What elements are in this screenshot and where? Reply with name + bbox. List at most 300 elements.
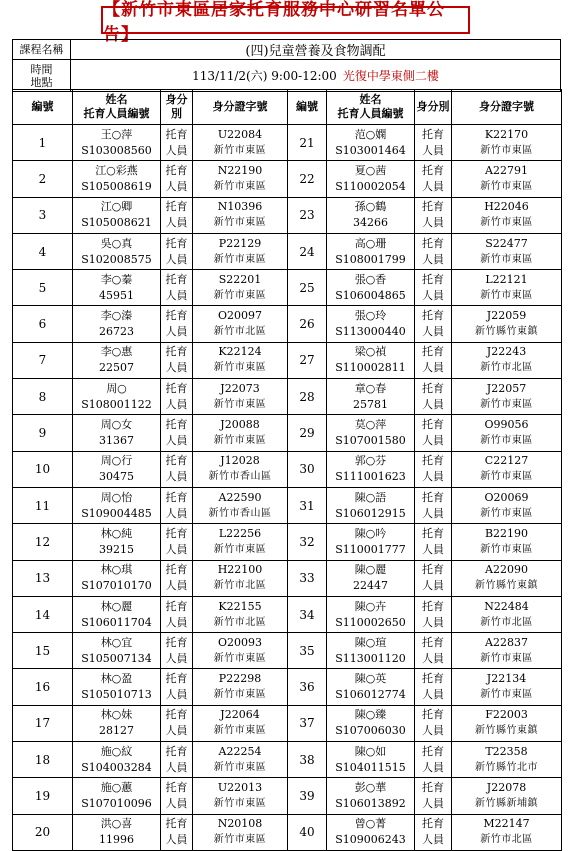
entry-code: S110002054 xyxy=(335,179,406,193)
entry-number: 31 xyxy=(288,487,327,523)
entry-role-line1: 托育 xyxy=(165,309,188,323)
entry-role xyxy=(161,451,193,487)
entry-area: 新竹市東區 xyxy=(213,253,267,265)
entry-number: 15 xyxy=(13,633,73,669)
entry-role-line2: 人員 xyxy=(422,506,444,520)
entry-name: 周○怡 xyxy=(100,490,133,504)
entry-id-number: K22155 xyxy=(218,599,262,613)
entry-name: 周○女 xyxy=(100,418,133,432)
header-role-left: 身分別 xyxy=(161,90,193,125)
entry-name-code xyxy=(73,161,161,197)
entry-code: S110002811 xyxy=(335,361,406,375)
entry-id xyxy=(193,560,288,596)
entry-area: 新竹市北區 xyxy=(213,616,267,628)
entry-number: 7 xyxy=(13,342,73,378)
entry-name-code xyxy=(73,451,161,487)
attendee-rows xyxy=(13,125,562,851)
header-name-left xyxy=(73,90,161,125)
entry-name: 曾○菁 xyxy=(354,817,387,831)
entry-role xyxy=(161,560,193,596)
entry-name: 林○妹 xyxy=(100,708,133,722)
entry-id-number: J22134 xyxy=(486,672,527,686)
entry-name-code xyxy=(327,560,415,596)
entry-number: 38 xyxy=(288,742,327,778)
entry-code: S104003284 xyxy=(81,760,152,774)
entry-name-code xyxy=(327,197,415,233)
entry-code: S105008619 xyxy=(81,179,152,193)
table-header-row xyxy=(13,90,562,125)
entry-role xyxy=(415,814,452,850)
entry-id-number: O20093 xyxy=(217,635,262,649)
entry-name: 吳○真 xyxy=(100,236,133,250)
entry-area: 新竹縣竹北市 xyxy=(475,761,538,773)
entry-code: S107001580 xyxy=(335,434,406,448)
entry-role-line1: 托育 xyxy=(422,708,444,722)
entry-id-number: A22090 xyxy=(485,563,528,577)
entry-number: 26 xyxy=(288,306,327,342)
entry-name: 夏○茜 xyxy=(354,163,387,177)
entry-number: 32 xyxy=(288,524,327,560)
entry-id xyxy=(452,233,562,269)
entry-id xyxy=(452,197,562,233)
entry-number: 5 xyxy=(13,270,73,306)
entry-name: 陳○語 xyxy=(354,490,387,504)
entry-role-line2: 人員 xyxy=(165,506,188,520)
table-row xyxy=(13,596,562,632)
entry-name-code xyxy=(327,742,415,778)
entry-name-code xyxy=(327,379,415,415)
entry-name-code xyxy=(73,125,161,161)
entry-number: 25 xyxy=(288,270,327,306)
entry-id xyxy=(452,342,562,378)
entry-area: 新竹市東區 xyxy=(480,689,533,701)
entry-number: 2 xyxy=(13,161,73,197)
entry-name-code xyxy=(327,233,415,269)
entry-name: 陳○麗 xyxy=(354,563,387,577)
entry-number: 36 xyxy=(288,669,327,705)
entry-id xyxy=(452,778,562,814)
entry-name: 陳○卉 xyxy=(354,599,387,613)
entry-role-line1: 托育 xyxy=(422,780,444,794)
entry-id xyxy=(452,487,562,523)
entry-role-line2: 人員 xyxy=(422,216,444,230)
entry-role-line1: 托育 xyxy=(422,599,444,613)
entry-id xyxy=(193,306,288,342)
entry-role-line1: 托育 xyxy=(422,817,444,831)
table-row xyxy=(13,742,562,778)
entry-name-code xyxy=(73,596,161,632)
entry-name-code xyxy=(327,451,415,487)
entry-code: S109004485 xyxy=(81,506,152,520)
entry-role xyxy=(161,197,193,233)
entry-number: 8 xyxy=(13,379,73,415)
entry-name: 高○珊 xyxy=(354,236,387,250)
entry-code: S109006243 xyxy=(335,833,406,847)
entry-role-line2: 人員 xyxy=(422,542,444,556)
entry-number: 40 xyxy=(288,814,327,850)
entry-role-line1: 托育 xyxy=(422,163,444,177)
entry-role-line1: 托育 xyxy=(422,309,444,323)
entry-number: 12 xyxy=(13,524,73,560)
entry-name: 施○蕙 xyxy=(100,780,133,794)
entry-code: S108001122 xyxy=(81,397,152,411)
entry-code: S102008575 xyxy=(81,252,152,266)
entry-role xyxy=(415,705,452,741)
entry-name-code xyxy=(327,270,415,306)
entry-number: 28 xyxy=(288,379,327,415)
entry-id xyxy=(452,596,562,632)
entry-id xyxy=(193,161,288,197)
header-name-line1: 姓名 xyxy=(359,93,382,106)
entry-role-line2: 人員 xyxy=(422,252,444,266)
entry-code: 22447 xyxy=(353,579,388,593)
entry-id-number: P22129 xyxy=(218,236,262,250)
entry-code: 11996 xyxy=(99,833,134,847)
entry-area: 新竹市北區 xyxy=(480,362,533,374)
entry-id xyxy=(193,342,288,378)
entry-name: 林○宜 xyxy=(100,635,133,649)
entry-area: 新竹市北區 xyxy=(480,616,533,628)
entry-number: 9 xyxy=(13,415,73,451)
header-id-left: 身分證字號 xyxy=(193,90,288,125)
entry-number: 6 xyxy=(13,306,73,342)
entry-role xyxy=(161,487,193,523)
entry-role-line1: 托育 xyxy=(165,563,188,577)
entry-number: 39 xyxy=(288,778,327,814)
entry-number: 17 xyxy=(13,705,73,741)
entry-id xyxy=(193,742,288,778)
entry-role-line2: 人員 xyxy=(165,325,188,339)
entry-role xyxy=(161,270,193,306)
entry-id xyxy=(193,778,288,814)
entry-area: 新竹市東區 xyxy=(480,180,533,192)
entry-id-number: J22078 xyxy=(486,780,527,794)
entry-role xyxy=(161,233,193,269)
entry-name-code xyxy=(327,125,415,161)
entry-role xyxy=(161,705,193,741)
entry-code: S107010170 xyxy=(81,579,152,593)
entry-role xyxy=(415,415,452,451)
entry-id-number: L22121 xyxy=(485,272,528,286)
table-row xyxy=(13,451,562,487)
entry-role xyxy=(415,306,452,342)
entry-area: 新竹市東區 xyxy=(213,543,267,555)
course-label: 課程名稱 xyxy=(13,40,71,60)
entry-number: 19 xyxy=(13,778,73,814)
entry-code: 34266 xyxy=(353,216,388,230)
entry-role-line2: 人員 xyxy=(422,579,444,593)
entry-area: 新竹市東區 xyxy=(213,362,267,374)
entry-name: 梁○禎 xyxy=(354,345,387,359)
entry-role-line2: 人員 xyxy=(165,796,188,810)
header-num-right: 編號 xyxy=(288,90,327,125)
entry-role-line1: 托育 xyxy=(165,345,188,359)
entry-role-line2: 人員 xyxy=(165,470,188,484)
entry-role xyxy=(415,161,452,197)
entry-name-code xyxy=(327,814,415,850)
entry-name: 江○卿 xyxy=(100,200,133,214)
table-row xyxy=(13,125,562,161)
entry-name-code xyxy=(327,778,415,814)
entry-code: 31367 xyxy=(99,434,134,448)
entry-number: 33 xyxy=(288,560,327,596)
entry-code: S111001623 xyxy=(335,470,406,484)
entry-area: 新竹市東區 xyxy=(213,834,267,846)
entry-role-line2: 人員 xyxy=(422,760,444,774)
entry-name-code xyxy=(73,742,161,778)
entry-id-number: O99056 xyxy=(484,418,529,432)
entry-id-number: U22013 xyxy=(217,780,263,794)
entry-role xyxy=(161,778,193,814)
entry-role-line2: 人員 xyxy=(422,724,444,738)
entry-number: 18 xyxy=(13,742,73,778)
entry-id xyxy=(193,233,288,269)
entry-id-number: S22477 xyxy=(485,236,528,250)
entry-area: 新竹市北區 xyxy=(213,580,267,592)
header-name-line2: 托育人員編號 xyxy=(337,107,404,120)
entry-area: 新竹市東區 xyxy=(480,507,533,519)
entry-id xyxy=(452,161,562,197)
entry-role xyxy=(415,342,452,378)
table-row xyxy=(13,342,562,378)
table-row xyxy=(13,270,562,306)
entry-role xyxy=(161,415,193,451)
header-num-left: 編號 xyxy=(13,90,73,125)
table-row xyxy=(13,633,562,669)
entry-role xyxy=(415,451,452,487)
entry-name: 施○紋 xyxy=(100,744,133,758)
entry-role-line2: 人員 xyxy=(422,615,444,629)
entry-number: 24 xyxy=(288,233,327,269)
entry-area: 新竹市東區 xyxy=(213,652,267,664)
entry-role-line1: 托育 xyxy=(165,418,188,432)
entry-area: 新竹市東區 xyxy=(213,180,267,192)
entry-name-code xyxy=(327,705,415,741)
entry-role xyxy=(161,379,193,415)
entry-role-line2: 人員 xyxy=(165,216,188,230)
entry-id-number: N22190 xyxy=(217,163,263,177)
entry-id xyxy=(452,633,562,669)
entry-number: 14 xyxy=(13,596,73,632)
entry-id-number: O20097 xyxy=(217,309,262,323)
entry-name-code xyxy=(73,379,161,415)
entry-area: 新竹市東區 xyxy=(213,144,267,156)
entry-role-line1: 托育 xyxy=(422,563,444,577)
entry-code: S106004865 xyxy=(335,288,406,302)
entry-role-line2: 人員 xyxy=(422,288,444,302)
header-name-line1: 姓名 xyxy=(105,93,128,106)
entry-id xyxy=(452,742,562,778)
entry-role-line1: 托育 xyxy=(422,345,444,359)
entry-area: 新竹市東區 xyxy=(213,217,267,229)
entry-role-line1: 托育 xyxy=(165,454,188,468)
entry-role-line1: 托育 xyxy=(422,490,444,504)
entry-role-line1: 托育 xyxy=(422,381,444,395)
entry-id-number: J22243 xyxy=(486,345,527,359)
entry-id-number: K22124 xyxy=(218,345,262,359)
entry-role-line1: 托育 xyxy=(165,236,188,250)
entry-role-line1: 托育 xyxy=(165,708,188,722)
entry-id xyxy=(452,270,562,306)
entry-role xyxy=(161,161,193,197)
entry-role-line2: 人員 xyxy=(165,579,188,593)
entry-number: 10 xyxy=(13,451,73,487)
entry-area: 新竹縣竹東鎮 xyxy=(475,725,538,737)
entry-area: 新竹市東區 xyxy=(480,543,533,555)
entry-number: 11 xyxy=(13,487,73,523)
entry-role xyxy=(415,197,452,233)
entry-number: 16 xyxy=(13,669,73,705)
entry-number: 21 xyxy=(288,125,327,161)
entry-role xyxy=(415,633,452,669)
header-name-line2: 托育人員編號 xyxy=(83,107,150,120)
entry-role-line1: 托育 xyxy=(165,672,188,686)
entry-role-line2: 人員 xyxy=(165,288,188,302)
entry-area: 新竹市東區 xyxy=(480,289,533,301)
entry-role-line2: 人員 xyxy=(165,833,188,847)
entry-code: 26723 xyxy=(99,325,134,339)
entry-role xyxy=(161,633,193,669)
entry-id xyxy=(193,270,288,306)
entry-id xyxy=(193,633,288,669)
entry-role xyxy=(161,742,193,778)
entry-role xyxy=(161,306,193,342)
entry-id-number: J22064 xyxy=(220,708,260,722)
entry-name: 郭○芬 xyxy=(354,454,387,468)
entry-role-line1: 托育 xyxy=(165,780,188,794)
entry-role-line1: 托育 xyxy=(165,490,188,504)
entry-role-line2: 人員 xyxy=(422,143,444,157)
entry-name-code xyxy=(73,705,161,741)
entry-role xyxy=(415,270,452,306)
entry-number: 22 xyxy=(288,161,327,197)
table-row xyxy=(13,379,562,415)
entry-id-number: O20069 xyxy=(484,490,529,504)
entry-id xyxy=(193,524,288,560)
entry-name-code xyxy=(73,778,161,814)
entry-name-code xyxy=(73,633,161,669)
table-row xyxy=(13,669,562,705)
entry-number: 27 xyxy=(288,342,327,378)
entry-name-code xyxy=(327,415,415,451)
entry-role xyxy=(161,814,193,850)
entry-code: S106013892 xyxy=(335,796,406,810)
entry-id xyxy=(193,487,288,523)
entry-name: 莫○萍 xyxy=(354,418,387,432)
entry-role-line1: 托育 xyxy=(422,526,444,540)
entry-id-number: J22073 xyxy=(220,381,260,395)
entry-id-number: A22590 xyxy=(218,490,262,504)
entry-code: S103008560 xyxy=(81,143,152,157)
entry-role-line2: 人員 xyxy=(422,397,444,411)
entry-role xyxy=(415,524,452,560)
entry-role-line2: 人員 xyxy=(422,688,444,702)
entry-id-number: A22791 xyxy=(485,163,528,177)
entry-role xyxy=(415,560,452,596)
entry-id-number: N22484 xyxy=(484,599,529,613)
entry-code: S108001799 xyxy=(335,252,406,266)
entry-code: 25781 xyxy=(353,397,388,411)
entry-name: 孫○鶴 xyxy=(354,200,387,214)
entry-name: 陳○如 xyxy=(354,744,387,758)
time-place-label xyxy=(13,60,71,92)
entry-role-line2: 人員 xyxy=(165,252,188,266)
entry-name: 洪○喜 xyxy=(100,817,133,831)
entry-name: 李○惠 xyxy=(100,345,133,359)
entry-name-code xyxy=(327,596,415,632)
entry-name: 林○麗 xyxy=(100,599,133,613)
entry-role-line1: 托育 xyxy=(165,817,188,831)
entry-name-code xyxy=(327,669,415,705)
entry-area: 新竹市東區 xyxy=(213,289,267,301)
entry-role-line1: 托育 xyxy=(422,272,444,286)
entry-role-line2: 人員 xyxy=(422,434,444,448)
attendee-table xyxy=(12,89,562,851)
entry-name-code xyxy=(73,342,161,378)
entry-role-line1: 托育 xyxy=(422,200,444,214)
entry-id-number: S22201 xyxy=(218,272,262,286)
entry-name-code xyxy=(73,814,161,850)
entry-role-line2: 人員 xyxy=(165,434,188,448)
entry-name: 王○萍 xyxy=(100,127,133,141)
session-time: 113/11/2(六) 9:00-12:00 xyxy=(192,69,337,83)
entry-area: 新竹市香山區 xyxy=(208,471,272,483)
table-row xyxy=(13,415,562,451)
entry-role-line1: 托育 xyxy=(422,454,444,468)
entry-area: 新竹市東區 xyxy=(213,725,267,737)
entry-id xyxy=(193,705,288,741)
entry-id xyxy=(193,415,288,451)
entry-name: 李○蓁 xyxy=(100,272,133,286)
entry-id xyxy=(452,125,562,161)
entry-id-number: J22059 xyxy=(486,309,527,323)
entry-id xyxy=(452,705,562,741)
entry-code: S106012774 xyxy=(335,688,406,702)
entry-name: 林○琪 xyxy=(100,563,133,577)
entry-code: 45951 xyxy=(99,288,134,302)
entry-role-line2: 人員 xyxy=(422,796,444,810)
entry-name-code xyxy=(73,270,161,306)
entry-role xyxy=(161,342,193,378)
entry-name: 陳○臻 xyxy=(354,708,387,722)
entry-name-code xyxy=(73,524,161,560)
entry-role-line1: 托育 xyxy=(165,200,188,214)
entry-id xyxy=(452,814,562,850)
table-row xyxy=(13,778,562,814)
header-id-right: 身分證字號 xyxy=(452,90,562,125)
entry-area: 新竹市東區 xyxy=(480,253,533,265)
entry-area: 新竹縣竹東鎮 xyxy=(475,326,538,338)
entry-role xyxy=(161,669,193,705)
header-role-right: 身分別 xyxy=(415,90,452,125)
place-label: 地點 xyxy=(30,75,53,89)
entry-role-line1: 托育 xyxy=(165,381,188,395)
entry-code: S103001464 xyxy=(335,143,406,157)
entry-id xyxy=(452,379,562,415)
entry-name: 江○彩燕 xyxy=(95,163,138,177)
entry-id-number: M22147 xyxy=(483,817,530,831)
entry-name-code xyxy=(327,342,415,378)
entry-area: 新竹縣新埔鎮 xyxy=(475,797,538,809)
entry-id-number: J20088 xyxy=(220,418,260,432)
entry-name: 范○嫻 xyxy=(354,127,387,141)
entry-number: 29 xyxy=(288,415,327,451)
entry-role-line1: 托育 xyxy=(422,236,444,250)
entry-id-number: K22170 xyxy=(484,127,529,141)
entry-role-line2: 人員 xyxy=(165,143,188,157)
entry-role-line1: 托育 xyxy=(165,127,188,141)
entry-name-code xyxy=(327,633,415,669)
